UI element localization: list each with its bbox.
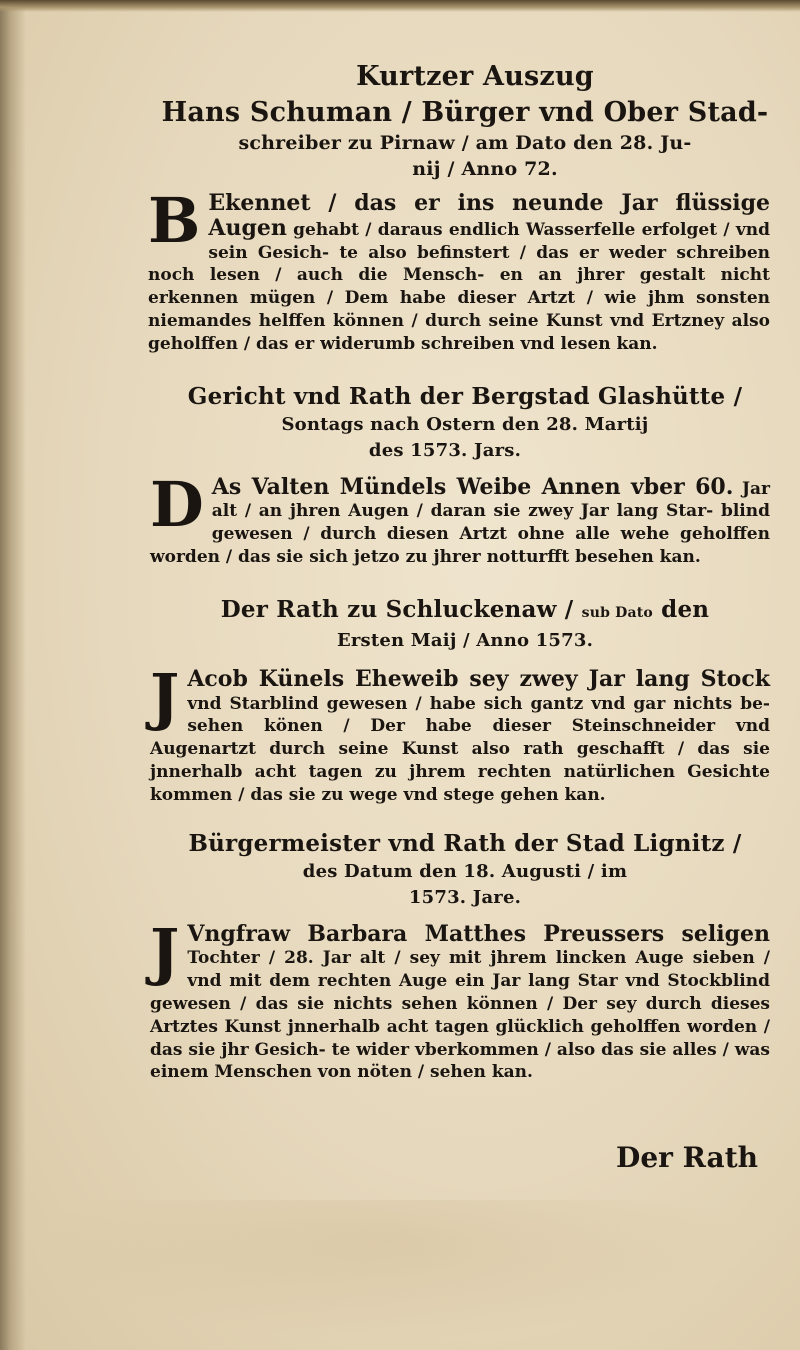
section-title-schluckenau: [160, 595, 770, 628]
entry-body: vnd Starblind gewesen / habe sich gantz vnd gar nichts be- sehen könen / Der habe dieser Steinschneider vnd Augenartzt durch seine Kunst also rath geschafft / das sie jnnerhalb acht tagen zu jhrem rechten natürlichen Gesichte kommen / das sie zu wege vnd stege gehen kan.: [150, 693, 770, 805]
section-line: 1573. Jare.: [408, 886, 522, 908]
section-line: Ersten Maij / Anno 1573.: [336, 629, 594, 651]
entry-muendel: [150, 467, 771, 569]
text-block: [148, 60, 771, 1084]
section-title-small: sub Dato: [581, 604, 653, 621]
header-line-2: schreiber zu Pirnaw / am Dato den 28. Ju-: [238, 132, 692, 154]
entry-lead: Acob Künels Eheweib sey zwey Jar lang Stock: [187, 665, 770, 692]
header-line-1: Hans Schuman / Bürger vnd Ober Stad-: [161, 97, 769, 128]
section-line: des Datum den 18. Augusti / im: [302, 860, 628, 882]
page-title: Kurtzer Auszug: [356, 61, 594, 92]
entry-schuman: [148, 184, 771, 356]
section-line: des 1573. Jars.: [368, 439, 522, 461]
section-title-glashuette: Gericht vnd Rath der Bergstad Glashütte /: [187, 382, 743, 410]
paper-stain: [40, 1200, 740, 1340]
catchword: Der Rath: [616, 1141, 758, 1174]
entry-lead: Ekennet / das er ins neunde Jar flüssige Augen: [208, 190, 770, 241]
drop-initial: J: [150, 914, 180, 988]
header-line-3: nij / Anno 72.: [412, 158, 558, 180]
entry-body: Tochter / 28. Jar alt / sey mit jhrem lincken Auge sieben / vnd mit dem rechten Auge ein Jar lang Star vnd Stockblind gewesen / das sie nichts sehen können / Der sey durch dieses Artztes Kunst jnnerhalb acht tagen glücklich geholffen worden / das sie jhr Gesich- te wider vberkommen / also das sie alles / was einem Menschen von nöten / sehen kan.: [150, 948, 770, 1083]
section-title-text: Der Rath zu Schluckenaw /: [220, 595, 574, 623]
entry-preusser: [150, 914, 770, 1085]
entry-lead: Vngfraw Barbara Matthes Preussers seligen: [187, 920, 770, 947]
entry-body: Jar alt / an jhren Augen / daran sie zwey Jar lang Star- blind gewesen / durch diesen Artzt ohne alle wehe geholffen worden / das sie sich jetzo zu jhrer notturfft besehen kan.: [150, 478, 771, 567]
page-edge-shadow: [0, 0, 26, 1350]
drop-initial: B: [148, 184, 201, 257]
section-line: Sontags nach Ostern den 28. Martij: [281, 413, 649, 435]
section-title-text: den: [661, 595, 710, 623]
section-title-lignitz: Bürgermeister vnd Rath der Stad Lignitz /: [188, 829, 742, 857]
entry-body: gehabt / daraus endlich Wasserfelle erfolget / vnd sein Gesich- te also befinstert / das er weder schreiben noch lesen / auch die Mensch- en an jhrer gestalt nicht erkennen mügen / Dem habe dieser Artzt / wie jhm sonsten niemandes helffen können / durch seine Kunst vnd Ertzney also geholffen / das er widerumb schreiben vnd lesen kan.: [148, 219, 771, 354]
entry-lead: As Valten Mündels Weibe Annen vber 60.: [211, 473, 734, 500]
drop-initial: J: [150, 659, 180, 733]
drop-initial: D: [150, 467, 204, 541]
page-top-edge: [0, 0, 800, 12]
entry-kuenel: [150, 659, 770, 807]
